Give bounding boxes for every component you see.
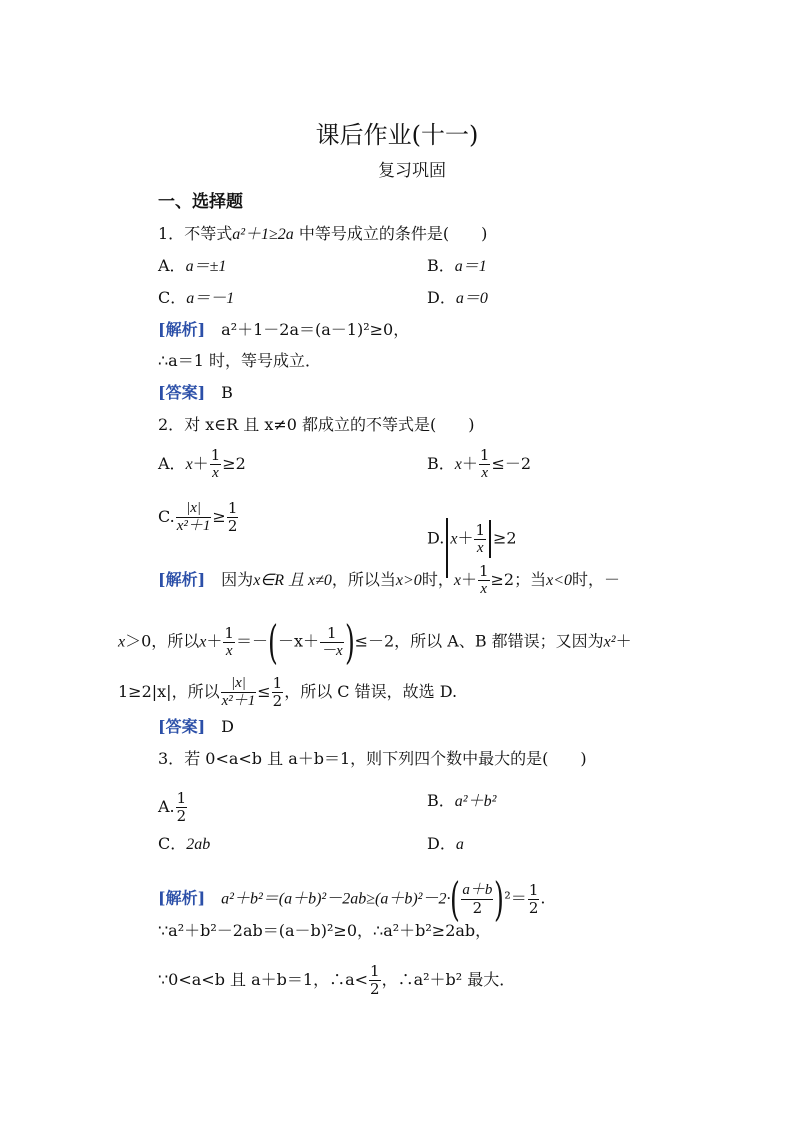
q2-answer: [答案] D: [158, 717, 234, 736]
q2-stem: 2．对 x∈R 且 x≠0 都成立的不等式是( ): [158, 415, 475, 434]
fraction: $\frac{1}{x}$: [475, 520, 486, 556]
fraction: $\frac{1}{2}$: [528, 880, 539, 917]
page-subtitle: 复习巩固: [378, 161, 446, 181]
q1-analysis: [解析] a²＋1－2a＝(a－1)²≥0，: [158, 320, 410, 339]
q3-stem: 3．若 0<a<b 且 a＋b＝1，则下列四个数中最大的是( ): [158, 749, 587, 768]
q1-option-a: A．a＝±1: [158, 256, 227, 275]
fraction: $\frac{1}{x}$: [210, 446, 221, 481]
q1-answer: [答案] B: [158, 383, 233, 402]
fraction: $\frac{|x|}{\text{x²＋1}}$: [176, 500, 211, 534]
q2-option-a: A．x＋ $\frac{1}{x}$ ≥2: [158, 446, 246, 481]
q1-analysis-conclusion: ∴a＝1 时，等号成立．: [158, 351, 321, 370]
left-paren: (: [268, 615, 278, 669]
q1-option-c: C．a＝－1: [158, 288, 235, 307]
fraction: $\frac{1}{x}$: [478, 562, 489, 597]
q3-option-b: B．a²＋b²: [427, 791, 497, 810]
q1-option-b: B．a＝1: [427, 256, 487, 275]
q3-option-a: A. $\frac{1}{2}$: [158, 789, 187, 825]
fraction: $\frac{a+b}{2}$: [462, 881, 493, 917]
fraction: $\frac{1}{x}$: [224, 623, 234, 659]
q3-analysis-line2: ∵a²＋b²－2ab＝(a－b)²≥0，∴a²＋b²≥2ab，: [158, 921, 492, 940]
q2-option-d: D. x＋ $\frac{1}{x}$ ≥2: [427, 500, 517, 578]
q2-analysis-line2: x＞0，所以x＋ $\frac{1}{x}$ ＝－(－x＋ $\frac{1}{-x}$ )≤－2，所以 A、B 都错误；又因为x²＋: [118, 615, 632, 669]
q1-stem: 1．不等式a²＋1≥2a 中等号成立的条件是( ): [158, 224, 488, 243]
q3-analysis-line1: [解析] a²＋b²＝(a＋b)²－2ab≥(a＋b)²－2·( $\frac{a+b}{2}$ )²＝ $\frac{1}{2}$ .: [158, 872, 546, 926]
fraction: $\frac{|x|}{\text{x²＋1}}$: [221, 675, 256, 709]
fraction: $\frac{1}{2}$: [176, 789, 187, 825]
right-paren: ): [494, 872, 505, 926]
q2-analysis-line1: [解析] 因为x∈R 且 x≠0，所以当x>0时，x＋ $\frac{1}{x}$ ≥2；当x<0时，－: [158, 562, 621, 597]
abs-bar: [489, 520, 491, 558]
fraction: $\frac{1}{2}$: [370, 962, 380, 998]
q3-option-d: D．a: [427, 834, 464, 853]
q3-analysis-line3: ∵0<a<b 且 a＋b＝1，∴a< $\frac{1}{2}$ ，∴a²＋b² 最大．: [158, 962, 516, 998]
fraction: $\frac{1}{x}$: [479, 446, 490, 481]
q2-option-c: C. $\frac{|x|}{\text{x²＋1}}$ ≥ $\frac{1}{2}$: [158, 499, 238, 535]
q2-analysis-line3: 1≥2|x|，所以 $\frac{|x|}{\text{x²＋1}}$ ≤ $\frac{1}{2}$ ，所以 C 错误，故选 D.: [118, 674, 458, 710]
q1-option-d: D．a＝0: [427, 288, 488, 307]
q3-option-c: C．2ab: [158, 834, 211, 853]
left-paren: (: [450, 872, 461, 926]
page-title: 课后作业(十一): [315, 121, 479, 149]
section-heading: 一、选择题: [158, 192, 243, 212]
fraction: $\frac{1}{2}$: [272, 674, 283, 710]
right-paren: ): [344, 615, 355, 669]
fraction: $\frac{1}{2}$: [227, 499, 238, 535]
q2-option-b: B．x＋ $\frac{1}{x}$ ≤－2: [427, 446, 532, 481]
fraction: $\frac{1}{-x}$: [320, 623, 343, 659]
